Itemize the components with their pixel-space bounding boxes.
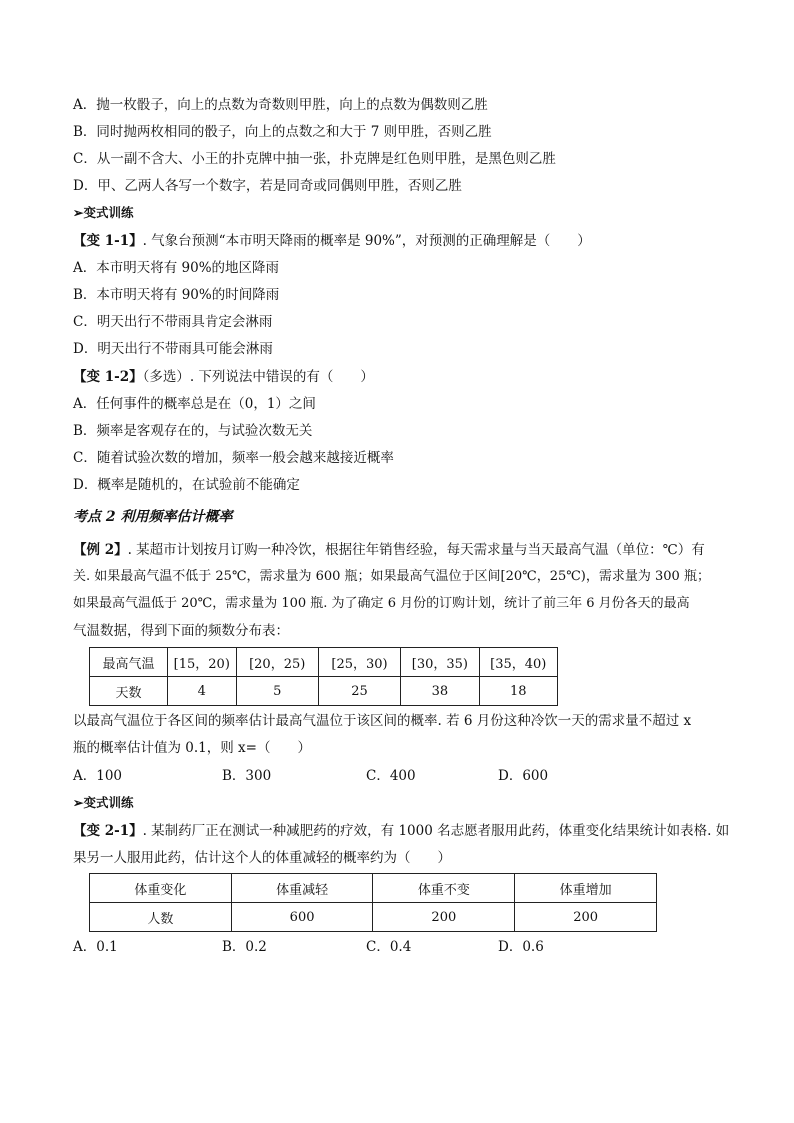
variant-1-1-option-d: D．明天出行不带雨具可能会淋雨	[73, 341, 273, 357]
variant-1-2-option-b: B．频率是客观存在的，与试验次数无关	[73, 423, 313, 439]
table-cell: [20，25)	[236, 648, 318, 677]
table-cell: 200	[373, 903, 515, 932]
q1-option-d: D．甲、乙两人各写一个数字，若是同奇或同偶则甲胜，否则乙胜	[73, 178, 462, 194]
table-cell: [15，20)	[168, 648, 237, 677]
example-2-option-c: C．400	[366, 768, 416, 784]
variant-2-1-line-2: 果另一人服用此药，估计这个人的体重减轻的概率约为（ ）	[73, 850, 451, 866]
variant-1-2-option-a: A．任何事件的概率总是在（0，1）之间	[73, 396, 316, 412]
weight-change-table	[89, 873, 657, 932]
example-2-label: 【例 2】	[73, 542, 128, 558]
table-cell: 25	[318, 677, 400, 706]
table-row	[90, 677, 558, 706]
table-cell: [25，30)	[318, 648, 400, 677]
variant-2-1-option-d: D．0.6	[498, 939, 544, 955]
example-2-line-4: 气温数据，得到下面的频数分布表：	[73, 623, 289, 639]
table-cell: 最高气温	[90, 648, 168, 677]
temperature-frequency-table	[89, 647, 558, 706]
variant-1-2-text: （多选）. 下列说法中错误的有（ ）	[142, 369, 374, 385]
example-2-option-b: B．300	[222, 768, 272, 784]
table-cell: 体重减轻	[231, 874, 373, 903]
variant-1-2-option-d: D．概率是随机的，在试验前不能确定	[73, 477, 300, 493]
variant-2-1-label: 【变 2-1】	[73, 823, 143, 839]
table-row	[90, 874, 657, 903]
example-2-line-1: 【例 2】. 某超市计划按月订购一种冷饮，根据往年销售经验，每天需求量与当天最高气温（单位：℃）有	[73, 542, 705, 558]
table-cell: 5	[236, 677, 318, 706]
example-2-line-2: 关. 如果最高气温不低于 25℃，需求量为 600 瓶；如果最高气温位于区间[20℃，25℃)，需求量为 300 瓶；	[73, 569, 710, 584]
example-2-after-2: 瓶的概率估计值为 0.1，则 x=（ ）	[73, 740, 311, 756]
variant-1-1-option-b: B．本市明天将有 90%的时间降雨	[73, 287, 280, 303]
variant-1-1-text: . 气象台预测“本市明天降雨的概率是 90%”，对预测的正确理解是（ ）	[142, 233, 591, 249]
table-cell: 体重变化	[90, 874, 232, 903]
variant-1-1-label: 【变 1-1】	[73, 233, 143, 249]
variant-2-1-option-a: A．0.1	[73, 939, 118, 955]
q1-option-c: C．从一副不含大、小王的扑克牌中抽一张，扑克牌是红色则甲胜，是黑色则乙胜	[73, 151, 556, 167]
example-2-line-3: 如果最高气温低于 20℃，需求量为 100 瓶. 为了确定 6 月份的订购计划，统计了前三年 6 月份各天的最高	[73, 596, 690, 611]
table-cell: [30，35)	[401, 648, 479, 677]
example-2-after-1: 以最高气温位于各区间的频率估计最高气温位于该区间的概率. 若 6 月份这种冷饮一天的需求量不超过 x	[73, 713, 692, 729]
variant-2-1-option-c: C．0.4	[366, 939, 412, 955]
table-cell: 天数	[90, 677, 168, 706]
table-row	[90, 648, 558, 677]
variant-1-1-stem	[73, 232, 591, 250]
table-cell: 人数	[90, 903, 232, 932]
table-cell: 4	[168, 677, 237, 706]
variant-1-2-stem	[73, 368, 374, 386]
table-cell: 体重增加	[515, 874, 657, 903]
q1-option-b: B．同时抛两枚相同的骰子，向上的点数之和大于 7 则甲胜，否则乙胜	[73, 124, 492, 140]
variant-2-1-line-1: 【变 2-1】. 某制药厂正在测试一种减肥药的疗效，有 1000 名志愿者服用此药，体重变化结果统计如表格. 如	[73, 823, 730, 839]
table-cell: 38	[401, 677, 479, 706]
table-row	[90, 903, 657, 932]
table-cell: 200	[515, 903, 657, 932]
q1-option-a: A．抛一枚骰子，向上的点数为奇数则甲胜，向上的点数为偶数则乙胜	[73, 97, 488, 113]
variant-2-1-option-b: B．0.2	[222, 939, 267, 955]
table-cell: 600	[231, 903, 373, 932]
variant-1-1-option-c: C．明天出行不带雨具肯定会淋雨	[73, 314, 273, 330]
variant-1-1-option-a: A．本市明天将有 90%的地区降雨	[73, 260, 280, 276]
table-cell: [35，40)	[479, 648, 557, 677]
example-2-option-d: D．600	[498, 768, 549, 784]
section-title: 考点 2 利用频率估计概率	[73, 509, 233, 525]
table-cell: 体重不变	[373, 874, 515, 903]
training-header-2: ➢变式训练	[73, 795, 134, 810]
table-cell: 18	[479, 677, 557, 706]
example-2-option-a: A．100	[73, 768, 123, 784]
variant-1-2-label: 【变 1-2】	[73, 369, 143, 385]
variant-1-2-option-c: C．随着试验次数的增加，频率一般会越来越接近概率	[73, 450, 394, 466]
training-header-1: ➢变式训练	[73, 205, 134, 220]
